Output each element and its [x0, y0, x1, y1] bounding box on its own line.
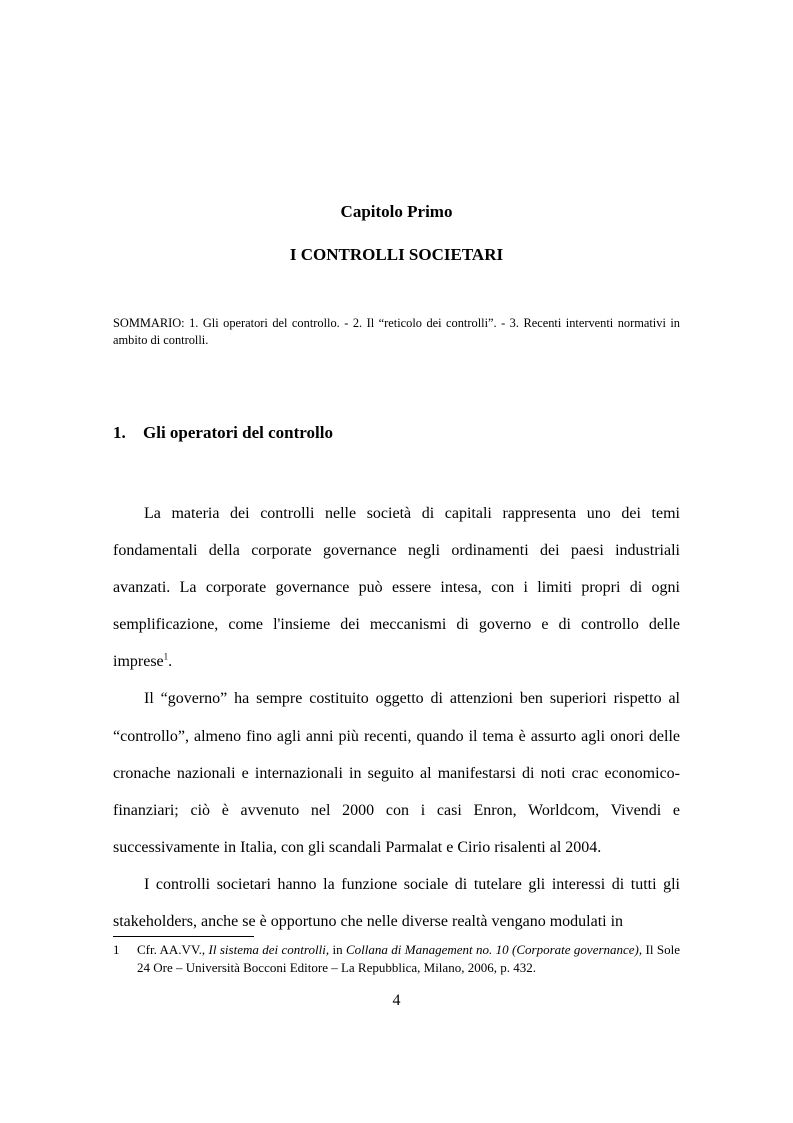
body-text: [113, 495, 680, 940]
paragraph-3: I controlli societari hanno la funzione sociale di tutelare gli interessi di tutti gli stakeholders, anche se è opportuno che nelle diverse realtà vengano modulati in: [113, 875, 680, 931]
page-number: 4: [392, 992, 401, 1009]
footnote-reference[interactable]: 1: [163, 652, 169, 663]
summary-lead: SOMMARIO:: [113, 316, 185, 330]
footnote-text-b: Il sistema dei controlli,: [208, 942, 330, 957]
chapter-title: I CONTROLLI SOCIETARI: [289, 245, 504, 264]
footnote: [113, 941, 680, 976]
footnote-text-a: Cfr. AA.VV.,: [137, 942, 209, 957]
summary-text: 1. Gli operatori del controllo. - 2. Il “reticolo dei controlli”. - 3. Recenti interventi normativi in ambito di controlli.: [113, 316, 680, 347]
section-number: 1.: [113, 423, 126, 442]
paragraph-1-text: La materia dei controlli nelle società di capitali rappresenta uno dei temi fondamentali della corporate governance negli ordinamenti dei paesi industriali avanzati. La corporate governance può essere intesa, con i limiti propri di ogni semplificazione, come l'insieme dei meccanismi di governo e di controllo delle imprese: [113, 505, 680, 671]
chapter-summary: [113, 315, 680, 349]
footnote-text-d: Collana di Management no. 10 (Corporate governance),: [345, 942, 643, 957]
footnote-separator: [113, 936, 254, 937]
footnote-number: 1: [113, 942, 120, 957]
section-title: Gli operatori del controllo: [143, 423, 333, 442]
section-heading: [113, 423, 333, 443]
chapter-label: Capitolo Primo: [340, 202, 453, 221]
paragraph-1: [113, 495, 680, 680]
footnote-text-e: Il Sole 24 Ore – Università Bocconi Editore – La Repubblica, Milano, 2006, p. 432.: [137, 942, 680, 975]
footnote-text-c: in: [329, 942, 346, 957]
paragraph-2: Il “governo” ha sempre costituito oggetto di attenzioni ben superiori rispetto al “controllo”, almeno fino agli anni più recenti, quando il tema è assurto agli onori delle cronache nazionali e internazionali in seguito al manifestarsi di noti crac economico-finanziari; ciò è avvenuto nel 2000 con i casi Enron, Worldcom, Vivendi e successivamente in Italia, con gli scandali Parmalat e Cirio risalenti al 2004.: [113, 690, 680, 856]
paragraph-1-end: .: [168, 653, 173, 671]
footnote-text: [137, 941, 680, 976]
